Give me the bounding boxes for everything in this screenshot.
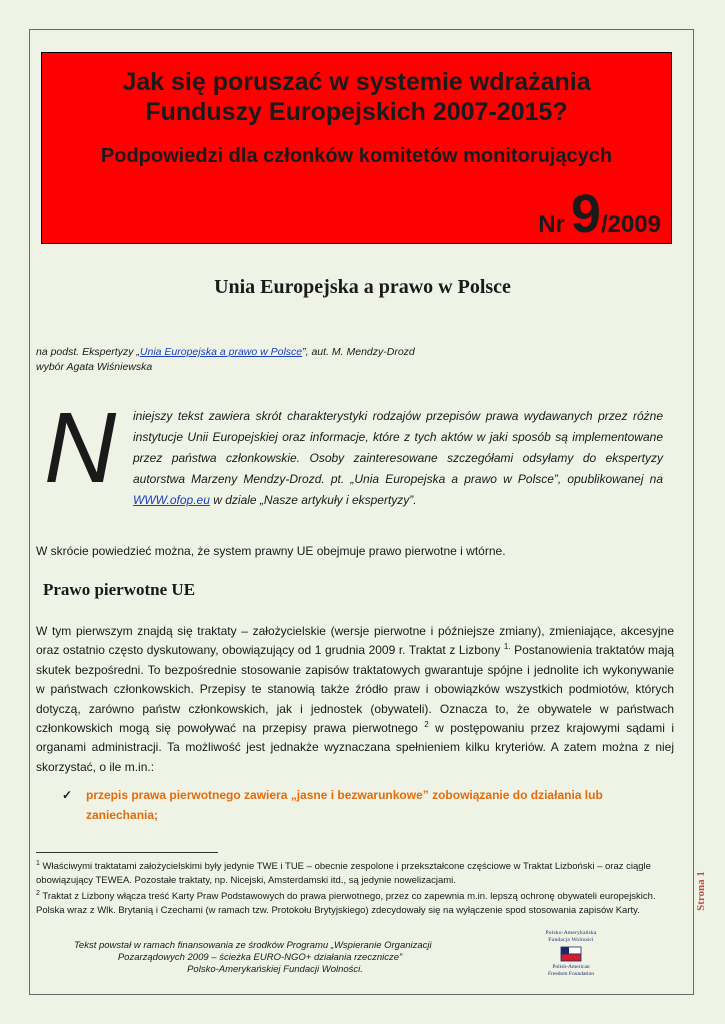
issue-year: /2009 xyxy=(600,211,661,238)
section-heading: Prawo pierwotne UE xyxy=(43,580,196,599)
logo-bottom-line2: Freedom Foundation xyxy=(548,971,594,977)
source-note xyxy=(36,345,676,375)
criteria-bullet xyxy=(62,785,622,825)
body-paragraph xyxy=(36,622,674,777)
issue-number xyxy=(538,183,661,245)
footnotes xyxy=(36,860,672,920)
footnote-2 xyxy=(36,890,672,918)
header-banner xyxy=(41,52,672,244)
funding-line2: Pozarządowych 2009 – ścieżka EURO-NGO+ działania rzecznicze” xyxy=(117,952,403,963)
funding-note xyxy=(60,940,460,976)
ofop-link[interactable]: WWW.ofop.eu xyxy=(133,493,210,507)
pafw-logo xyxy=(536,930,606,986)
issue-prefix: Nr xyxy=(538,211,565,238)
logo-bottom-line1: Polish-American xyxy=(552,964,590,970)
page-number-label: Strona 1 xyxy=(695,871,707,911)
page-number xyxy=(694,862,708,920)
summary-paragraph: W skrócie powiedzieć można, że system prawny UE obejmuje prawo pierwotne i wtórne. xyxy=(36,544,506,558)
body-part3: w postępowaniu przez krajowymi sądami i organami administracji. Ta możliwość jest jednakże wyznaczana spełnieniem kilku kryteriów. A zatem można z niej skorzystać, o ile m.in.: xyxy=(36,721,674,774)
selection-credit: wybór Agata Wiśniewska xyxy=(36,361,153,373)
funding-line1: Tekst powstał w ramach finansowania ze środków Programu „Wspieranie Organizacji xyxy=(74,940,432,951)
footnote-2-text: Traktat z Lizbony włącza treść Karty Praw Podstawowych do prawa pierwotnego, przez co zapewnia m.in. lepszą ochronę obywateli europejskich. Polska wraz z Wlk. Brytanią i Czechami (w ramach tzw. Protokołu Brytyjskiego) zdecydowały się na wyłączenie spod stosowania zapisów Karty. xyxy=(36,891,656,916)
footnote-divider xyxy=(36,852,218,853)
intro-text: iniejszy tekst zawiera skrót charakterystyki rodzajów przepisów prawa wydawanych przez różne instytucje Unii Europejskiej oraz informacje, które z tych aktów w jaki sposób są implementowane przez państwa członkowskie. Osoby zainteresowane szczegółami odsyłamy do ekspertyzy autorstwa Marzeny Mendzy-Drozd. pt. „Unia Europejska a prawo w Polsce”, opublikowanej na xyxy=(133,409,663,486)
funding-line3: Polsko-Amerykańskiej Fundacji Wolności. xyxy=(187,964,363,975)
body-part1: W tym pierwszym znajdą się traktaty – założycielskie (wersje pierwotne i późniejsze zmiany), zmieniające, akcesyjne oraz ostatnio często dyskutowany, obowiązujący od 1 grudnia 2009 r. Traktat z Lizbony xyxy=(36,624,674,658)
banner-title xyxy=(42,67,671,127)
footnote-ref-2[interactable]: 2 xyxy=(424,720,429,730)
source-suffix: ”, aut. M. Mendzy-Drozd xyxy=(302,346,415,358)
banner-subtitle: Podpowiedzi dla członków komitetów monitorujących xyxy=(100,145,613,167)
logo-top-line2: Fundacja Wolności xyxy=(548,937,594,943)
intro-suffix: w dziale „Nasze artykuły i ekspertyzy”. xyxy=(209,493,417,507)
bullet-text: przepis prawa pierwotnego zawiera „jasne i bezwarunkowe” zobowiązanie do działania lub zaniechania; xyxy=(86,788,603,822)
body-part2: Postanowienia traktatów mają skutek bezpośredni. To bezpośrednie stosowanie zapisów traktatowych gwarantuje spójne i jednolite ich wykonywanie w państwach członkowskich. Przepisy te stanowią także źródło praw i obowiązków wszystkich podmiotów, których dotyczą, zarówno państw członkowskich, jak i jednostek (obywateli). Oznacza to, że obywatele w państwach członkowskich mogą się powoływać na przepisy prawa pierwotnego xyxy=(36,643,674,736)
footnote-1 xyxy=(36,860,672,888)
source-prefix: na podst. Ekspertyzy „ xyxy=(36,346,140,358)
logo-top-line1: Polsko-Amerykańska xyxy=(545,930,597,936)
checkmark-icon: ✓ xyxy=(62,788,73,802)
footnote-ref-1[interactable]: 1. xyxy=(503,642,511,652)
source-link[interactable]: Unia Europejska a prawo w Polsce xyxy=(139,346,303,358)
footnote-1-number: 1 xyxy=(36,859,40,867)
article-title: Unia Europejska a prawo w Polsce xyxy=(214,276,511,298)
footnote-1-text: Właściwymi traktatami założycielskimi były jedynie TWE i TUE – obecnie zespolone i przekształcone częściowe w Traktat Lizboński – oraz ciągle obowiązujący TEWEA. Pozostałe traktaty, np. Nicejski, Amsterdamski itd., są jedynie nowelizacjami. xyxy=(36,861,651,886)
banner-title-line2: Funduszy Europejskich 2007-2015? xyxy=(145,98,568,126)
issue-digit: 9 xyxy=(570,184,601,244)
drop-cap: N xyxy=(44,392,117,504)
logo-emblem-icon xyxy=(560,946,582,962)
footnote-2-number: 2 xyxy=(36,889,40,897)
banner-title-line1: Jak się poruszać w systemie wdrażania xyxy=(122,68,591,96)
intro-paragraph xyxy=(133,406,663,511)
